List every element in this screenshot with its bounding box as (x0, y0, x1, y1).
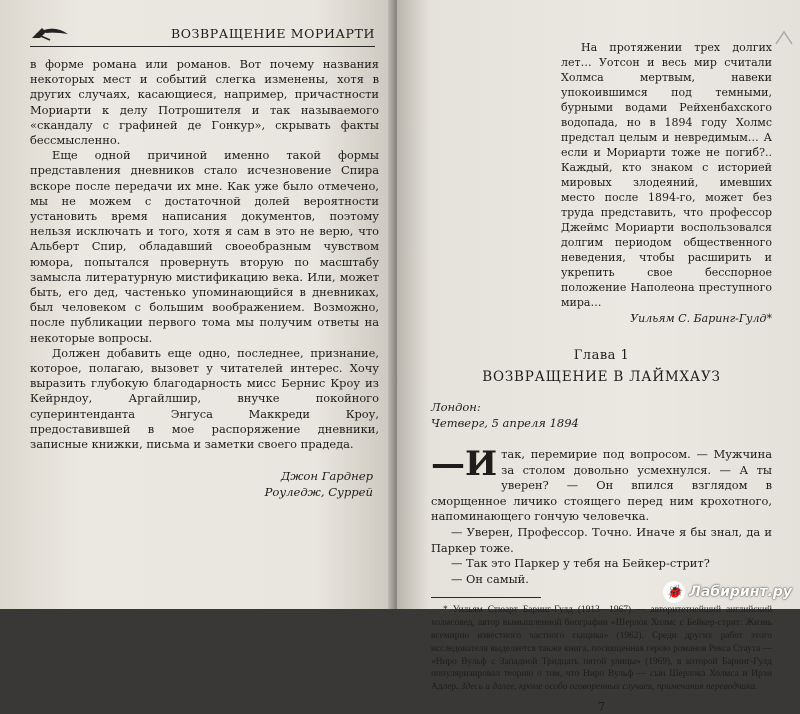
watermark-text: Лабиринт.ру (689, 584, 792, 600)
signature-name: Джон Гарднер (280, 469, 373, 484)
story-text (431, 444, 772, 587)
running-head (30, 24, 375, 47)
place-date (431, 399, 772, 431)
watermark (663, 581, 792, 603)
story-line: — Он самый. (451, 571, 529, 586)
corner-ornament-icon (774, 28, 794, 48)
page-number: 7 (597, 699, 606, 714)
left-body-text (30, 57, 379, 452)
quill-ornament-icon (30, 24, 70, 42)
footnote-text: * Уильям Стюарт Баринг-Гулд (1913—1967) — авторитетнейший английский холмсовед, автор вымышленной биографии «Шерлок Холмс с Бейкер-стрит: Жизнь всемирно известного частного сыщика» (1962). Среди других работ этого исследователя выделяется также книга, посвященная герою романов Рекса Стаута — «Ниро Вульф с Западной Тридцать пятой улицы» (1969), в которой Баринг-Гулд популяризировал теорию о том, что Ниро Вульф — сын Шерлока Холмса и Ирэн Адлер. (431, 605, 772, 693)
epigraph-text: На протяжении трех долгих лет… Уотсон и весь мир считали Холмса мертвым, навеки упокоившимся под темными, бурными водами Рейхенбахского водопада, но в 1894 году Холмс предстал целым и невредимым… А если и Мориарти тоже не погиб?.. Каждый, кто знаком с историей мировых злодеяний, имевших место после 1894-го, может без труда представить, что профессор Джеймс Мориарти воспользовался долгим периодом общественного неведения, чтобы расширить и укрепить свое бесспорное положение Наполеона преступного мира… (561, 41, 772, 309)
labirint-logo-icon: 🐞 (663, 581, 685, 603)
paragraph: в форме романа или романов. Вот почему названия некоторых мест и событий слегка изменены, хотя в других случаях, касающиеся, например, причастности Мориарти к делу Потрошителя и так называемого «скандалу с графиней де Гонкур», скрывать факты бессмысленно. (30, 57, 379, 148)
paragraph: Еще одной причиной именно такой формы представления дневников стало исчезновение Спира вскоре после передачи их мне. Как уже было отмечено, мы не можем с достаточной долей вероятности установить время написания документов, поэтому нельзя исключать и того, хотя я сам в это не верю, что Альберт Спир, обладавший своеобразным чувством юмора, попытался провернуть вторую по масштабу замысла литературную мистификацию века. Или, может быть, его дед, частенько упоминающийся в дневниках, был человеком с большим воображением. Возможно, после публикации первого тома мы получим ответы на некоторые вопросы. (30, 148, 379, 345)
paragraph: Должен добавить еще одно, последнее, признание, которое, полагаю, вызовет у читателей интерес. Хочу выразить глубокую благодарность мисс Бернис Кроу из Кейрндоу, Аргайлшир, внучке покойного суперинтенданта Энгуса Маккреди Кроу, предоставившей в мое распоряжение дневники, записные книжки, письма и заметки своего прадеда. (30, 345, 379, 452)
story-paragraph (431, 444, 772, 525)
place-line: Лондон: (431, 400, 481, 414)
story-first-text: так, перемирие под вопросом. — Мужчина за столом довольно усмехнулся. — А ты уверен? — Он впился взглядом в сморщенное личико стоящего перед ним крохотного, напоминающего гончую человечка. (431, 447, 772, 524)
epigraph-author: Уильям С. Баринг-Гулд* (630, 312, 772, 325)
footnote-divider (431, 597, 541, 598)
chapter-label: Глава 1 (573, 348, 630, 363)
left-page (0, 0, 395, 609)
story-line: — Так это Паркер у тебя на Бейкер-стрит? (451, 556, 710, 571)
story-line: — Уверен, Профессор. Точно. Иначе я бы знал, да и Паркер тоже. (431, 524, 772, 555)
date-line: Четверг, 5 апреля 1894 (431, 416, 579, 430)
signature-block (20, 468, 379, 500)
running-head-title: ВОЗВРАЩЕНИЕ МОРИАРТИ (170, 25, 375, 41)
signature-place: Роуледж, Суррей (264, 485, 373, 500)
epigraph (561, 40, 772, 326)
footnote-translator-note: Здесь и далее, кроме особо оговоренных случаев, примечания переводчика. (460, 682, 758, 693)
right-page (397, 0, 800, 714)
dropcap-letter: —И (431, 444, 498, 484)
footnote (431, 604, 772, 694)
chapter-title: ВОЗВРАЩЕНИЕ В ЛАЙМХАУЗ (482, 369, 721, 385)
